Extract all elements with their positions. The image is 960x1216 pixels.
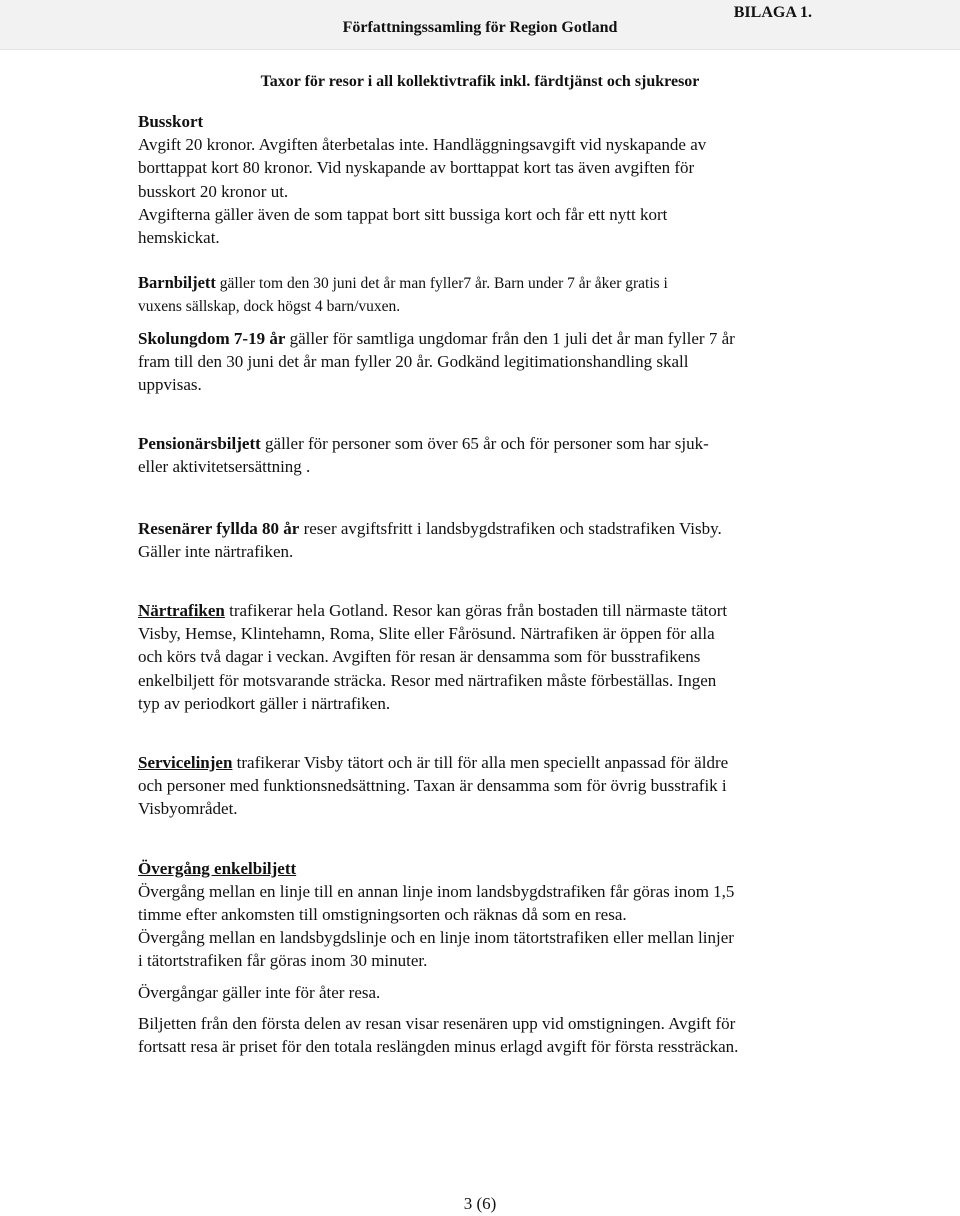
barnbiljett-text: gäller tom den 30 juni det år man fyller7 år. Barn under 7 år åker gratis i [215,275,668,293]
section-resenarer [138,517,828,563]
overgang-line: i tätortstrafiken får göras inom 30 minuter. [138,951,428,971]
document-body [138,110,828,1058]
skolungdom-line: fram till den 30 juni det år man fyller 20 år. Godkänd legitimationshandling skall [138,351,689,371]
servicelinjen-text: trafikerar Visby tätort och är till för alla men speciellt anpassad för äldre [232,753,729,773]
skolungdom-line: uppvisas. [138,375,202,395]
nartrafiken-line: och körs två dagar i veckan. Avgiften för resan är densamma som för busstrafikens [138,647,701,667]
servicelinjen-line [138,751,828,774]
overgang-line: Övergång mellan en landsbygdslinje och en linje inom tätortstrafiken eller mellan linjer [138,928,734,948]
servicelinjen-lead: Servicelinjen [138,753,233,773]
nartrafiken-text: trafikerar hela Gotland. Resor kan göras från bostaden till närmaste tätort [224,601,728,621]
nartrafiken-line: enkelbiljett för motsvarande sträcka. Resor med närtrafiken måste förbeställas. Ingen [138,670,717,690]
document-title: Taxor för resor i all kollektivtrafik inkl. färdtjänst och sjukresor [260,73,700,90]
pensionar-line: eller aktivitetsersättning . [138,457,311,477]
appendix-label: BILAGA 1. [733,4,812,21]
pensionar-line [138,432,828,455]
skolungdom-line [138,327,828,350]
busskort-line: Avgifterna gäller även de som tappat bort sitt bussiga kort och får ett nytt kort [138,204,668,224]
page-number: 3 (6) [463,1194,497,1213]
nartrafiken-line: Visby, Hemse, Klintehamn, Roma, Slite eller Fårösund. Närtrafiken är öppen för alla [138,624,715,644]
section-servicelinjen [138,751,828,821]
overgang-final-line: fortsatt resa är priset för den totala reslängden minus erlagd avgift för första ressträckan. [138,1037,739,1057]
servicelinjen-line: och personer med funktionsnedsättning. Taxan är densamma som för övrig busstrafik i [138,776,727,796]
section-nartrafiken [138,599,828,715]
section-barnbiljett [138,271,828,318]
section-skolungdom [138,327,828,397]
pensionar-lead: Pensionärsbiljett [138,434,261,454]
busskort-heading: Busskort [138,112,204,131]
servicelinjen-line: Visbyområdet. [138,799,238,819]
overgang-line: timme efter ankomsten till omstigningsorten och räknas då som en resa. [138,905,627,925]
resenarer-text: reser avgiftsfritt i landsbygdstrafiken och stadstrafiken Visby. [299,518,722,538]
busskort-line: Avgift 20 kronor. Avgiften återbetalas inte. Handläggningsavgift vid nyskapande av [138,135,707,155]
barnbiljett-line: vuxens sällskap, dock högst 4 barn/vuxen. [138,298,401,316]
section-overgang [138,857,828,1059]
resenarer-line: Gäller inte närtrafiken. [138,541,294,561]
busskort-line: borttappat kort 80 kronor. Vid nyskapande av borttappat kort tas även avgiften för [138,158,695,178]
overgang-final-line: Biljetten från den första delen av resan visar resenären upp vid omstigningen. Avgift för [138,1013,736,1033]
pensionar-text: gäller för personer som över 65 år och för personer som har sjuk- [260,434,709,454]
resenarer-line [138,517,828,540]
header-title: Författningssamling för Region Gotland [342,19,618,36]
skolungdom-text: gäller för samtliga ungdomar från den 1 juli det år man fyller 7 år [285,328,735,348]
section-busskort [138,110,828,249]
barnbiljett-lead: Barnbiljett [138,273,216,293]
nartrafiken-lead: Närtrafiken [138,601,225,621]
busskort-line: busskort 20 kronor ut. [138,181,289,201]
section-pensionarsbiljett [138,432,828,478]
overgang-line: Övergång mellan en linje till en annan linje inom landsbygdstrafiken får göras inom 1,5 [138,881,735,901]
resenarer-lead: Resenärer fyllda 80 år [138,518,300,538]
nartrafiken-line: typ av periodkort gäller i närtrafiken. [138,693,391,713]
nartrafiken-line [138,599,828,622]
overgang-note: Övergångar gäller inte för åter resa. [138,982,381,1002]
barnbiljett-line [138,271,828,295]
skolungdom-lead: Skolungdom 7-19 år [138,328,286,348]
busskort-line: hemskickat. [138,228,220,248]
overgang-heading: Övergång enkelbiljett [138,858,297,878]
